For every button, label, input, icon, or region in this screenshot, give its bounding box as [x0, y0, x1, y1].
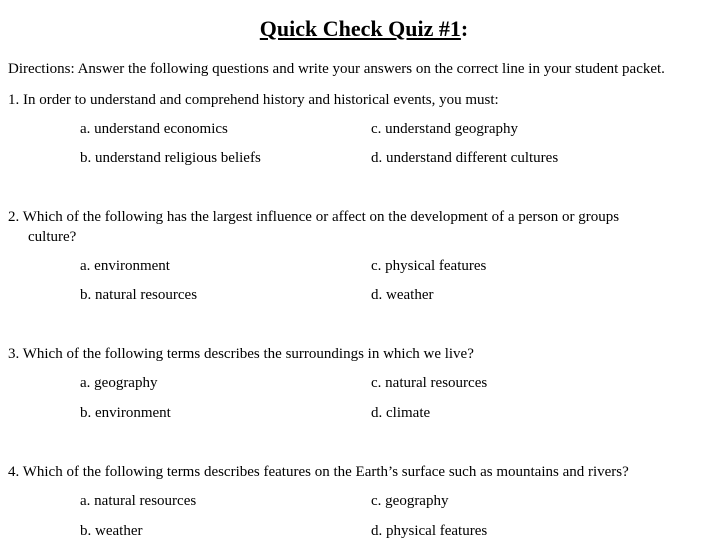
question-2-option-b: b. natural resources: [80, 287, 198, 303]
question-2-option-a: a. environment: [80, 258, 170, 274]
question-3-text: 3. Which of the following terms describes the surroundings in which we live?: [8, 346, 474, 362]
quiz-title-colon: :: [460, 16, 469, 41]
question-4-option-a: a. natural resources: [80, 493, 197, 509]
question-3-option-c: c. natural resources: [371, 375, 488, 391]
quiz-title: Quick Check Quiz #1: [259, 16, 461, 41]
question-4-option-d: d. physical features: [371, 523, 488, 539]
question-1-option-a: a. understand economics: [80, 121, 228, 137]
question-1-option-c: c. understand geography: [371, 121, 519, 137]
question-4-option-b: b. weather: [80, 523, 143, 539]
question-3-option-a: a. geography: [80, 375, 158, 391]
question-2-option-c: c. physical features: [371, 258, 487, 274]
question-1-text: 1. In order to understand and comprehend history and historical events, you must:: [8, 92, 499, 108]
question-1-option-b: b. understand religious beliefs: [80, 150, 261, 166]
question-2-text: 2. Which of the following has the largest influence or affect on the development of a person or groups: [8, 209, 620, 225]
question-2-option-d: d. weather: [371, 287, 434, 303]
question-3-option-d: d. climate: [371, 405, 431, 421]
question-4-text: 4. Which of the following terms describes features on the Earth’s surface such as mountains and rivers?: [8, 464, 629, 480]
question-2-text-continued: culture?: [28, 229, 77, 245]
directions-text: Directions: Answer the following questions and write your answers on the correct line in your student packet.: [8, 61, 665, 77]
page-title: [0, 14, 728, 44]
question-4-option-c: c. geography: [371, 493, 449, 509]
question-3-option-b: b. environment: [80, 405, 171, 421]
question-1-option-d: d. understand different cultures: [371, 150, 559, 166]
